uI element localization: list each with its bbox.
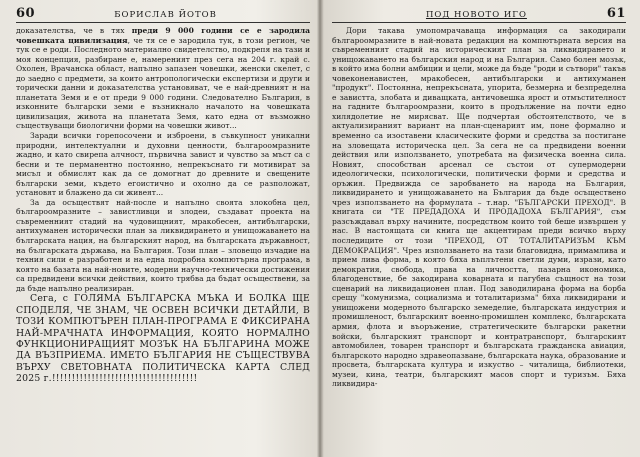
left-running-head [16,6,310,23]
right-page-number: 61 [606,6,626,21]
paragraph: доказателства, че в тях преди 9 000 години се е зародила човешката цивилизация, че тя се е зародила тук, в този регион, че тук се е роди. Последното материално свидетелство, подкрепя на тази и моя концепция, разбиране е, намереният през сега на 204 г. край с. Охолен, Врачанска област, напълно запазен човешки, женски скелет, с до заедно с предмети, за които антропологически експертизи и други и торически данни и доказателства установяват, че е най-древният н на планетата Земя и е от преди 9 000 години. Следователно България, в изконните български земи е възникнало началото на човешката цивилизация, живота на планетата Земя, като една от възможно съществуващи биологични форми на човешки живот... [16,26,310,131]
left-page-number: 60 [16,6,36,21]
emphasis: преди 9 000 години се е зародила човешката цивилизация [16,26,310,45]
paragraph: Заради всички горепосочени и изброени, в съвкупност уникални природни, интелектуални и духовни ценности, българоомразните жадно, и като свирепа алчност, първична завист и чувство за мъст са с бесни и те перманентно постоянно, непрекъснато ги мотивират за мисъл и обмислят как да се домогнат до древните и свещените български земи, където егоистично и охолно да се разположат, установят и блажено да си живеят... [16,131,310,198]
paragraph-caps: Сега, с ГОЛЯМА БЪЛГАРСКА МЪКА И БОЛКА ЩЕ СПОДЕЛЯ, ЧЕ ЗНАМ, ЧЕ ОСВЕН ВСИЧКИ ДЕТАЙЛИ, В ТОЗИ КОМПЮТЪРЕН ПЛАН-ПРОГРАМА Е ФИКСИРАНА НАЙ-МРАЧНАТА ИНФОРМАЦИЯ, КОЯТО НОРМАЛНО ФУНКЦИОНИРАЩИЯТ МОЗЪК НА БЪЛГАРИНА МОЖЕ ДА ВЪЗПРИЕМА. ИМЕТО БЪЛГАРИЯ НЕ СЪЩЕСТВУВА ВЪРХУ СВЕТОВНАТА ПОЛИТИЧЕСКА КАРТА СЛЕД 2025 г.!!!!!!!!!!!!!!!!!!!!!!!!!!!!!!!!!!!!! [16,293,310,385]
paragraph: Дори такава умопомрачаваща информация са закодирали българоомразните в най-новата редакция на компютърната версия на съвременният стадий на историческият план за ликвидирането и унищожаването на българския народ и на България. Само болен мозък, в който има болни амбиции и цели, може да бъде "роди и сътвори" такъв човеконенавистен, мракобесен, антибългарски и антихуманен "продукт". Постоянна, непрекъсната, упорита, безмерна и безпределна е завистта, злобата и диващката, античовешка ярост и отмъстителност на гадните българоомразни, които в продължение на почти едно хилядолетие не мирясват. Ще подчертая обстоятелството, че в актуализираният вариант на план-сценарият им, поне формално и временно са изоставени класическите форми и средства за постигане на зловещата историческа цел. За сега не са предвидени военни действия или използването, употребата на физическа военна сила. Новият, способстван арсенал се състои от супермодерни идеологически, психологически, политически форми и средства и оръжия. Предвижда се заробването на народа на България, ликвидирането и унищожаването на България да бъде осъществено чрез използването на формулата – т.нар. "БЪЛГАРСКИ ПРЕХОД". В книгата си "ТЕ ПРЕДАДОХА И ПРОДАДОХА БЪЛГАРИЯ", съм разсъждавал върху начините, посредством които той беше извършен у нас. В настоящата си книга ще акцентирам преди всичко върху последиците от този "ПРЕХОД, ОТ ТОТАЛИТАРИЗЪМ КЪМ ДЕМОКРАЦИЯ". Чрез използването на тази благовидна, примамлива и прием лива форма, в която бяха въплътени светли думи, изрази, като демократия, свобода, права на личността, пазарна икономика, благоденствие, бе закодирана коварната и пагубна същност на този сценарий на ликвидационен план. Под заводилирана форма на борба срещу "комунизма, социализма и тоталитаризма" бяха ликвидирани и унищожени модерното българско земеделие, българската индустрия и промишленост, българският военно-промишлен комплекс, българската армия, флота и въоръжение, стратегическите български ракетни войски, българският транспорт и контратранспорт, българският автомобилен, товарен транспорт и българската гражданска авиация, българското народно здравеопазване, българската наука, образование и просвета, българската култура и изкуство – читалища, библиотеки, музеи, кина, театри, българският масов спорт и туризъм. Бяха ликвидира- [332,26,626,389]
right-running-head-title: ПОД НОВОТО ИГО [425,10,527,20]
left-running-head-title: БОРИСЛАВ ЙОТОВ [114,10,217,20]
right-page-text [332,26,626,389]
left-page [0,0,318,457]
right-page [322,0,640,457]
left-page-text [16,26,310,385]
paragraph: За да осъществят най-после и напълно своята злокобна цел, българоомразните – завистливци и злодеи, създават проекта на съвременният стадий на чудовищният, мракобесен, антибългарски, антихуманен исторически план за ликвидирането и унищожаването на българската нация, на българският народ, на българската държавност, на българската държава, на България. Този план – зловещо изчадие на техния сили е разработен и на една подробна компютърна програма, в която на базата на най-новите, модерни научно-технически достижения са предвидени всички действия, които трябва да бъдат осъществени, за да бъде напълно реализиран. [16,197,310,293]
right-running-head [332,6,626,23]
